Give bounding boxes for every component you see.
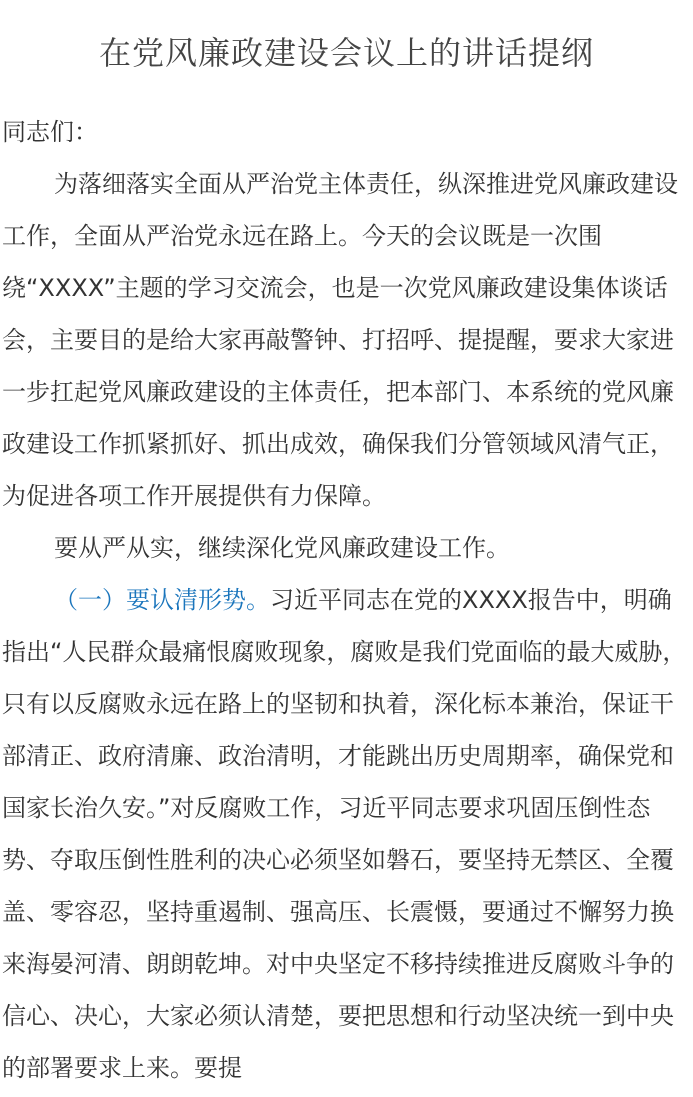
section-1-heading: （一）要认清形势。 — [54, 586, 270, 614]
salutation: 同志们： — [2, 118, 98, 146]
document-body — [2, 106, 692, 1094]
document-title: 在党风廉政建设会议上的讲话提纲 — [98, 34, 594, 72]
section-1-paragraph — [2, 574, 692, 1094]
section-1-text: 习近平同志在党的XXXX报告中，明确指出“人民群众最痛恨腐败现象，腐败是我们党面临的最大威胁，只有以反腐败永远在路上的坚韧和执着，深化标本兼治，保证干部清正、政府清廉、政治清明，才能跳出历史周期率，确保党和国家长治久安。”对反腐败工作，习近平同志要求巩固压倒性态势、夺取压倒性胜利的决心必须坚如磐石，要坚持无禁区、全覆盖、零容忍，坚持重遏制、强高压、长震慑，要通过不懈努力换来海晏河清、朗朗乾坤。对中央坚定不移持续推进反腐败斗争的信心、决心，大家必须认清楚，要把思想和行动坚决统一到中央的部署要求上来。要提 — [2, 586, 687, 1082]
paragraph-intro: 为落细落实全面从严治党主体责任，纵深推进党风廉政建设工作，全面从严治党永远在路上。今天的会议既是一次围绕“XXXX”主题的学习交流会，也是一次党风廉政建设集体谈话会，主要目的是给大家再敲警钟、打招呼、提提醒，要求大家进一步扛起党风廉政建设的主体责任，把本部门、本系统的党风廉政建设工作抓紧抓好、抓出成效，确保我们分管领域风清气正，为促进各项工作开展提供有力保障。 — [2, 170, 678, 510]
paragraph-main-point: 要从严从实，继续深化党风廉政建设工作。 — [54, 534, 510, 562]
